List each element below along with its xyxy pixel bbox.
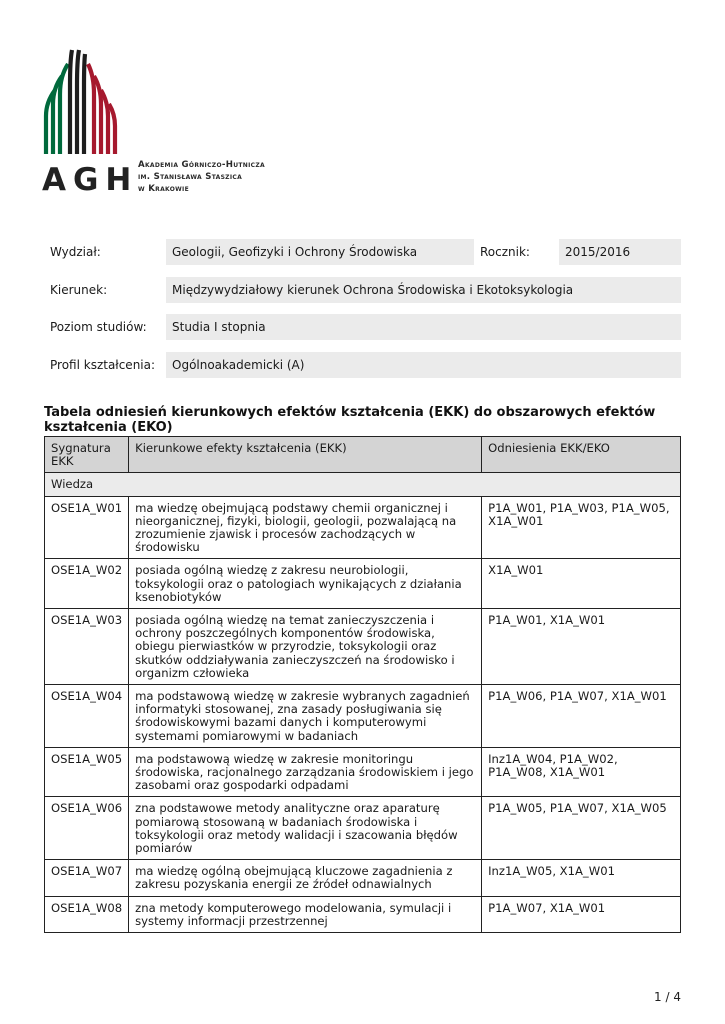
group-label: Wiedza bbox=[45, 473, 681, 496]
rocznik-label: Rocznik: bbox=[480, 245, 530, 259]
row-signature: OSE1A_W05 bbox=[45, 747, 129, 797]
table-row bbox=[45, 685, 681, 748]
table-row bbox=[45, 747, 681, 797]
group-row bbox=[45, 473, 681, 496]
row-reference: Inz1A_W04, P1A_W02, P1A_W08, X1A_W01 bbox=[482, 747, 681, 797]
info-row-poziom bbox=[44, 314, 681, 340]
row-description: ma podstawową wiedzę w zakresie wybranych zagadnień informatyki stosowanej, zna zasady posługiwania się środowiskowymi bazami danych i komputerowymi systemami pomiarowymi w badaniach bbox=[129, 685, 482, 748]
row-signature: OSE1A_W06 bbox=[45, 797, 129, 860]
row-description: zna podstawowe metody analityczne oraz aparaturę pomiarową stosowaną w badaniach środowiska i toksykologii oraz metody walidacji i szacowania błędów pomiarów bbox=[129, 797, 482, 860]
profil-value: Ogólnoakademicki (A) bbox=[166, 352, 681, 378]
poziom-label: Poziom studiów: bbox=[50, 320, 147, 334]
column-header-references: Odniesienia EKK/EKO bbox=[482, 437, 681, 473]
row-description: zna metody komputerowego modelowania, symulacji i systemy informacji przestrzennej bbox=[129, 896, 482, 932]
table-title: Tabela odniesień kierunkowych efektów kształcenia (EKK) do obszarowych efektów kształcenia (EKO) bbox=[44, 405, 656, 435]
row-description: ma podstawową wiedzę w zakresie monitoringu środowiska, racjonalnego zarządzania środowiskiem i jego zasobami oraz gospodarki odpadami bbox=[129, 747, 482, 797]
row-reference: P1A_W01, X1A_W01 bbox=[482, 609, 681, 685]
row-reference: X1A_W01 bbox=[482, 559, 681, 609]
university-name bbox=[138, 159, 298, 195]
row-description: ma wiedzę ogólną obejmującą kluczowe zagadnienia z zakresu pozyskania energii ze źródeł odnawialnych bbox=[129, 860, 482, 896]
row-signature: OSE1A_W03 bbox=[45, 609, 129, 685]
info-row-kierunek bbox=[44, 277, 681, 303]
table-row bbox=[45, 896, 681, 932]
row-signature: OSE1A_W02 bbox=[45, 559, 129, 609]
row-signature: OSE1A_W01 bbox=[45, 496, 129, 559]
university-name-line: im. Stanisława Staszica bbox=[138, 172, 243, 182]
kierunek-value: Międzywydziałowy kierunek Ochrona Środowiska i Ekotoksykologia bbox=[166, 277, 681, 303]
table-row bbox=[45, 609, 681, 685]
university-name-line: w Krakowie bbox=[138, 184, 189, 194]
kierunek-label: Kierunek: bbox=[50, 283, 108, 297]
university-name-line: Akademia Górniczo-Hutnicza bbox=[138, 160, 265, 170]
agh-letters: AGH bbox=[42, 162, 139, 198]
row-reference: Inz1A_W05, X1A_W01 bbox=[482, 860, 681, 896]
column-header-effects: Kierunkowe efekty kształcenia (EKK) bbox=[129, 437, 482, 473]
wydzial-label: Wydział: bbox=[50, 245, 101, 259]
row-description: posiada ogólną wiedzę na temat zanieczyszczenia i ochrony poszczególnych komponentów środowiska, obiegu pierwiastków w przyrodzie, toksykologii oraz skutków oddziaływania zanieczyszczeń na środowisko i organizm człowieka bbox=[129, 609, 482, 685]
agh-logo bbox=[42, 46, 292, 196]
row-description: ma wiedzę obejmującą podstawy chemii organicznej i nieorganicznej, fizyki, biologii, geologii, pozwalającą na zrozumienie zjawisk i procesów zachodzących w środowisku bbox=[129, 496, 482, 559]
info-row-profil bbox=[44, 352, 681, 378]
row-reference: P1A_W07, X1A_W01 bbox=[482, 896, 681, 932]
ekk-table bbox=[44, 436, 681, 933]
rocznik-value: 2015/2016 bbox=[559, 239, 681, 265]
poziom-value: Studia I stopnia bbox=[166, 314, 681, 340]
profil-label: Profil kształcenia: bbox=[50, 358, 156, 372]
table-header-row bbox=[45, 437, 681, 473]
table-row bbox=[45, 860, 681, 896]
table-row bbox=[45, 797, 681, 860]
row-reference: P1A_W05, P1A_W07, X1A_W05 bbox=[482, 797, 681, 860]
row-signature: OSE1A_W08 bbox=[45, 896, 129, 932]
agh-logo-mark bbox=[42, 46, 122, 161]
wydzial-value: Geologii, Geofizyki i Ochrony Środowiska bbox=[166, 239, 474, 265]
row-signature: OSE1A_W04 bbox=[45, 685, 129, 748]
table-row bbox=[45, 559, 681, 609]
row-reference: P1A_W01, P1A_W03, P1A_W05, X1A_W01 bbox=[482, 496, 681, 559]
row-description: posiada ogólną wiedzę z zakresu neurobiologii, toksykologii oraz o patologiach wynikających z działania ksenobiotyków bbox=[129, 559, 482, 609]
row-signature: OSE1A_W07 bbox=[45, 860, 129, 896]
column-header-signature: Sygnatura EKK bbox=[45, 437, 129, 473]
page-number: 1 / 4 bbox=[654, 990, 681, 1004]
table-row bbox=[45, 496, 681, 559]
info-row-wydzial bbox=[44, 239, 681, 265]
row-reference: P1A_W06, P1A_W07, X1A_W01 bbox=[482, 685, 681, 748]
